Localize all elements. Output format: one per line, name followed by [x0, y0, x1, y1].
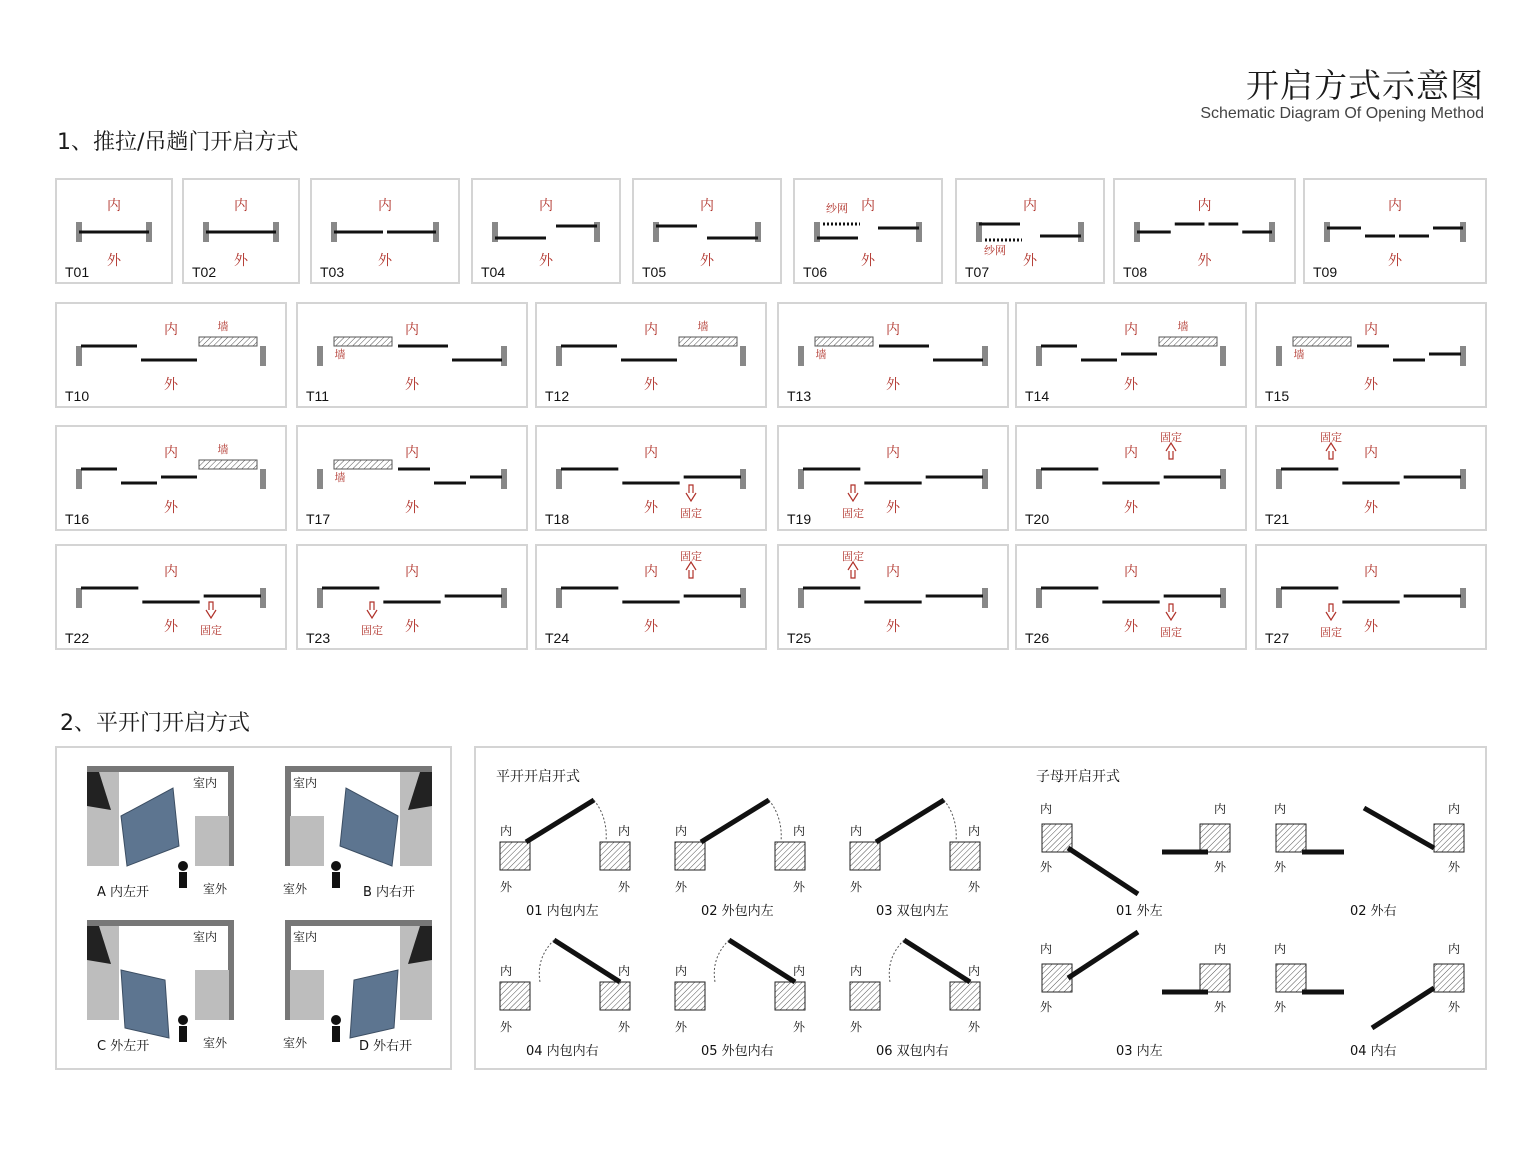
frame-post	[1036, 346, 1042, 366]
label-fixed: 固定	[842, 550, 864, 563]
label-outer: 外	[1040, 860, 1053, 874]
jamb	[950, 842, 980, 870]
label-inner: 内	[164, 564, 178, 580]
wall-block	[679, 337, 737, 346]
page-subtitle: Schematic Diagram Of Opening Method	[1200, 105, 1484, 122]
jamb	[1042, 824, 1072, 852]
flat-opening-label: 02 外包内左	[701, 904, 774, 919]
label-fixed: 固定	[680, 550, 702, 563]
tile-code: T09	[1313, 264, 1338, 280]
casement-label-c: C 外左开	[97, 1039, 150, 1054]
person-icon	[178, 1015, 188, 1025]
label-inner: 内	[850, 964, 863, 978]
tile-t12	[535, 302, 767, 408]
label-fixed: 固定	[1320, 431, 1342, 444]
jamb	[1200, 964, 1230, 992]
label-wall: 墙	[815, 348, 827, 361]
frame-post	[501, 469, 507, 489]
label-inner: 内	[850, 824, 863, 838]
tile-t09	[1303, 178, 1487, 284]
label-outer: 外	[644, 500, 658, 516]
flat-opening-label: 01 内包内左	[526, 904, 599, 919]
tile-t23	[296, 544, 528, 650]
tile-t01	[55, 178, 173, 284]
label-outer: 外	[1448, 1000, 1461, 1014]
tile-t10	[55, 302, 287, 408]
label-screen: 纱网	[826, 202, 848, 215]
flat-opening-label: 06 双包内右	[876, 1044, 949, 1059]
label-outer: 外	[793, 880, 806, 894]
frame-post	[1460, 588, 1466, 608]
label-outer: 外	[644, 377, 658, 393]
door-leaf	[554, 940, 620, 982]
tile-t14	[1015, 302, 1247, 408]
frame-post	[501, 588, 507, 608]
jamb	[500, 842, 530, 870]
frame-post	[1220, 346, 1226, 366]
label-outer: 外	[1364, 619, 1378, 635]
fixed-arrow-icon	[1166, 443, 1176, 459]
fixed-arrow-icon	[1326, 604, 1336, 620]
label-inner: 内	[1023, 198, 1037, 214]
mother-opening-label: 03 内左	[1116, 1044, 1163, 1059]
tile-code: T03	[320, 264, 345, 280]
casement-label-d: D 外右开	[359, 1039, 413, 1054]
label-fixed: 固定	[842, 507, 864, 520]
label-outer: 外	[1040, 1000, 1053, 1014]
person-icon	[331, 861, 341, 871]
tile-code: T12	[545, 388, 570, 404]
label-outer: 外	[1274, 860, 1287, 874]
tile-code: T07	[965, 264, 990, 280]
frame-post	[740, 469, 746, 489]
label-outer: 外	[378, 253, 392, 269]
label-outer: 外	[618, 1020, 631, 1034]
label-outdoor: 室外	[283, 1036, 308, 1050]
label-inner: 内	[1040, 942, 1053, 956]
wall-block	[334, 337, 392, 346]
tile-t07	[955, 178, 1105, 284]
jamb	[950, 982, 980, 1010]
label-wall: 墙	[1177, 320, 1189, 333]
label-inner: 内	[675, 824, 688, 838]
label-wall: 墙	[697, 320, 709, 333]
label-wall: 墙	[334, 471, 346, 484]
fixed-arrow-icon	[848, 562, 858, 578]
label-inner: 内	[1388, 198, 1402, 214]
section-sliding-heading: 1、推拉/吊趟门开启方式	[57, 130, 299, 155]
label-inner: 内	[500, 964, 513, 978]
frame-post	[1220, 469, 1226, 489]
label-inner: 内	[1124, 564, 1138, 580]
frame-post	[798, 346, 804, 366]
label-outer: 外	[405, 377, 419, 393]
jamb	[1276, 824, 1306, 852]
casement-label-b: B 内右开	[363, 885, 416, 900]
section-casement-heading: 2、平开门开启方式	[60, 711, 250, 736]
openings-panel	[474, 746, 1487, 1070]
label-inner: 内	[405, 564, 419, 580]
tile-code: T20	[1025, 511, 1050, 527]
tile-code: T17	[306, 511, 331, 527]
tile-code: T18	[545, 511, 570, 527]
tile-t24	[535, 544, 767, 650]
label-inner: 内	[1448, 802, 1461, 816]
label-outer: 外	[234, 253, 248, 269]
frame-post	[556, 588, 562, 608]
tile-code: T05	[642, 264, 667, 280]
frame-post	[260, 588, 266, 608]
tile-t15	[1255, 302, 1487, 408]
label-inner: 内	[164, 445, 178, 461]
tile-code: T14	[1025, 388, 1050, 404]
label-fixed: 固定	[200, 624, 222, 637]
label-inner: 内	[618, 964, 631, 978]
tile-code: T02	[192, 264, 217, 280]
label-inner: 内	[405, 445, 419, 461]
label-outdoor: 室外	[203, 1036, 228, 1050]
label-inner: 内	[886, 322, 900, 338]
label-inner: 内	[539, 198, 553, 214]
label-inner: 内	[968, 824, 981, 838]
person-icon	[178, 861, 188, 871]
jamb	[500, 982, 530, 1010]
frame-post	[1324, 222, 1330, 242]
label-outer: 外	[618, 880, 631, 894]
frame-post	[740, 346, 746, 366]
tile-code: T26	[1025, 630, 1050, 646]
tile-code: T04	[481, 264, 506, 280]
frame-post	[76, 469, 82, 489]
label-inner: 内	[378, 198, 392, 214]
frame-post	[501, 346, 507, 366]
frame-post	[260, 469, 266, 489]
tile-code: T08	[1123, 264, 1148, 280]
label-inner: 内	[405, 322, 419, 338]
frame-post	[1276, 346, 1282, 366]
label-inner: 内	[644, 445, 658, 461]
label-wall: 墙	[1293, 348, 1305, 361]
label-inner: 内	[1274, 942, 1287, 956]
jamb	[1434, 824, 1464, 852]
label-outer: 外	[700, 253, 714, 269]
label-outer: 外	[1364, 500, 1378, 516]
label-outer: 外	[500, 880, 513, 894]
frame-post	[76, 588, 82, 608]
wall-block	[199, 460, 257, 469]
label-outer: 外	[861, 253, 875, 269]
frame-post	[317, 469, 323, 489]
label-outer: 外	[675, 880, 688, 894]
label-outer: 外	[1124, 500, 1138, 516]
tile-t22	[55, 544, 287, 650]
label-outer: 外	[886, 619, 900, 635]
label-outer: 外	[968, 1020, 981, 1034]
frame-post	[76, 346, 82, 366]
page-title: 开启方式示意图	[1246, 66, 1484, 105]
label-outer: 外	[968, 880, 981, 894]
mother-opening-heading: 子母开启开式	[1036, 769, 1120, 785]
tile-t18	[535, 425, 767, 531]
label-indoor: 室内	[293, 930, 318, 944]
jamb	[600, 842, 630, 870]
label-inner: 内	[1274, 802, 1287, 816]
label-outer: 外	[107, 253, 121, 269]
jamb	[675, 982, 705, 1010]
label-fixed: 固定	[1160, 626, 1182, 639]
tile-t05	[632, 178, 782, 284]
jamb	[600, 982, 630, 1010]
wall-block	[199, 337, 257, 346]
tile-t13	[777, 302, 1009, 408]
label-screen: 纱网	[984, 244, 1006, 257]
frame-post	[1036, 469, 1042, 489]
label-inner: 内	[1214, 802, 1227, 816]
label-outer: 外	[1448, 860, 1461, 874]
tile-code: T19	[787, 511, 812, 527]
mother-opening-label: 04 内右	[1350, 1044, 1397, 1059]
jamb	[1434, 964, 1464, 992]
jamb	[850, 982, 880, 1010]
person-icon	[331, 1015, 341, 1025]
label-outer: 外	[793, 1020, 806, 1034]
label-outer: 外	[539, 253, 553, 269]
frame-post	[982, 588, 988, 608]
label-fixed: 固定	[361, 624, 383, 637]
label-inner: 内	[793, 964, 806, 978]
jamb	[1042, 964, 1072, 992]
tile-t17	[296, 425, 528, 531]
frame-post	[798, 588, 804, 608]
label-outdoor: 室外	[203, 882, 228, 896]
tile-code: T21	[1265, 511, 1290, 527]
label-wall: 墙	[334, 348, 346, 361]
tile-code: T11	[306, 388, 330, 404]
jamb	[1200, 824, 1230, 852]
frame-post	[798, 469, 804, 489]
flat-opening-heading: 平开开启开式	[496, 769, 580, 785]
label-outer: 外	[1197, 253, 1212, 269]
jamb	[850, 842, 880, 870]
fixed-arrow-icon	[686, 485, 696, 501]
frame-post	[556, 469, 562, 489]
frame-post	[740, 588, 746, 608]
label-inner: 内	[1364, 322, 1378, 338]
label-outer: 外	[1274, 1000, 1287, 1014]
label-inner: 内	[644, 322, 658, 338]
label-outdoor: 室外	[283, 882, 308, 896]
label-wall: 墙	[217, 320, 229, 333]
mother-opening-label: 02 外右	[1350, 904, 1397, 919]
label-outer: 外	[886, 500, 900, 516]
tile-t11	[296, 302, 528, 408]
label-fixed: 固定	[1160, 431, 1182, 444]
tile-code: T25	[787, 630, 812, 646]
flat-opening-label: 04 内包内右	[526, 1044, 599, 1059]
fixed-arrow-icon	[686, 562, 696, 578]
tile-code: T23	[306, 630, 331, 646]
label-outer: 外	[1023, 253, 1037, 269]
tile-t27	[1255, 544, 1487, 650]
casement-label-a: A 内左开	[97, 885, 150, 900]
fixed-arrow-icon	[848, 485, 858, 501]
tile-code: T15	[1265, 388, 1290, 404]
label-wall: 墙	[217, 443, 229, 456]
tile-code: T16	[65, 511, 90, 527]
flat-opening-label: 03 双包内左	[876, 904, 949, 919]
tile-t19	[777, 425, 1009, 531]
frame-post	[982, 346, 988, 366]
door-leaf	[701, 800, 769, 842]
frame-post	[982, 469, 988, 489]
label-inner: 内	[793, 824, 806, 838]
mother-opening-label: 01 外左	[1116, 904, 1163, 919]
tile-code: T10	[65, 388, 90, 404]
frame-post	[1460, 469, 1466, 489]
label-inner: 内	[1124, 322, 1138, 338]
door-leaf	[729, 940, 795, 982]
tile-t03	[310, 178, 460, 284]
frame-post	[260, 346, 266, 366]
tile-t25	[777, 544, 1009, 650]
tile-t02	[182, 178, 300, 284]
door-leaf	[526, 800, 594, 842]
label-inner: 内	[164, 322, 178, 338]
label-outer: 外	[500, 1020, 513, 1034]
label-outer: 外	[164, 500, 178, 516]
jamb	[775, 982, 805, 1010]
tile-code: T24	[545, 630, 570, 646]
door-leaf	[876, 800, 944, 842]
label-outer: 外	[850, 1020, 863, 1034]
label-outer: 外	[644, 619, 658, 635]
label-inner: 内	[675, 964, 688, 978]
tile-t16	[55, 425, 287, 531]
label-inner: 内	[886, 445, 900, 461]
frame-post	[1460, 346, 1466, 366]
tile-code: T06	[803, 264, 828, 280]
frame-post	[317, 588, 323, 608]
label-inner: 内	[861, 198, 875, 214]
label-inner: 内	[234, 198, 248, 214]
label-inner: 内	[1448, 942, 1461, 956]
label-inner: 内	[1214, 942, 1227, 956]
label-inner: 内	[107, 198, 121, 214]
frame-post	[1460, 222, 1466, 242]
tile-t26	[1015, 544, 1247, 650]
wall-block	[815, 337, 873, 346]
jamb	[775, 842, 805, 870]
label-inner: 内	[886, 564, 900, 580]
label-outer: 外	[164, 377, 178, 393]
label-outer: 外	[1388, 253, 1402, 269]
label-outer: 外	[886, 377, 900, 393]
label-inner: 内	[1364, 564, 1378, 580]
label-inner: 内	[1040, 802, 1053, 816]
frame-post	[1276, 588, 1282, 608]
label-outer: 外	[1124, 619, 1138, 635]
label-outer: 外	[405, 500, 419, 516]
jamb	[675, 842, 705, 870]
tile-t04	[471, 178, 621, 284]
label-indoor: 室内	[193, 776, 218, 790]
frame-post	[1078, 222, 1084, 242]
label-inner: 内	[500, 824, 513, 838]
frame-post	[556, 346, 562, 366]
label-outer: 外	[1364, 377, 1378, 393]
fixed-arrow-icon	[1326, 443, 1336, 459]
frame-post	[1220, 588, 1226, 608]
label-outer: 外	[850, 880, 863, 894]
wall-block	[1293, 337, 1351, 346]
wall-block	[1159, 337, 1217, 346]
tile-t06	[793, 178, 943, 284]
frame-post	[1036, 588, 1042, 608]
tile-code: T27	[1265, 630, 1290, 646]
label-inner: 内	[700, 198, 714, 214]
label-fixed: 固定	[1320, 626, 1342, 639]
fixed-arrow-icon	[206, 602, 216, 618]
label-outer: 外	[164, 619, 178, 635]
label-inner: 内	[1124, 445, 1138, 461]
frame-post	[1276, 469, 1282, 489]
tile-t21	[1255, 425, 1487, 531]
label-outer: 外	[1214, 860, 1227, 874]
tile-code: T13	[787, 388, 812, 404]
tile-t20	[1015, 425, 1247, 531]
label-outer: 外	[675, 1020, 688, 1034]
label-inner: 内	[644, 564, 658, 580]
label-indoor: 室内	[193, 930, 218, 944]
door-leaf	[904, 940, 970, 982]
label-inner: 内	[1197, 198, 1212, 214]
fixed-arrow-icon	[1166, 604, 1176, 620]
tile-code: T22	[65, 630, 90, 646]
label-outer: 外	[1124, 377, 1138, 393]
jamb	[1276, 964, 1306, 992]
label-indoor: 室内	[293, 776, 318, 790]
frame-post	[916, 222, 922, 242]
tile-t08	[1113, 178, 1296, 284]
label-inner: 内	[968, 964, 981, 978]
flat-opening-label: 05 外包内右	[701, 1044, 774, 1059]
label-outer: 外	[405, 619, 419, 635]
wall-block	[334, 460, 392, 469]
label-inner: 内	[618, 824, 631, 838]
label-fixed: 固定	[680, 507, 702, 520]
frame-post	[317, 346, 323, 366]
tile-code: T01	[65, 264, 90, 280]
label-inner: 内	[1364, 445, 1378, 461]
fixed-arrow-icon	[367, 602, 377, 618]
label-outer: 外	[1214, 1000, 1227, 1014]
casement-panel	[55, 746, 452, 1070]
